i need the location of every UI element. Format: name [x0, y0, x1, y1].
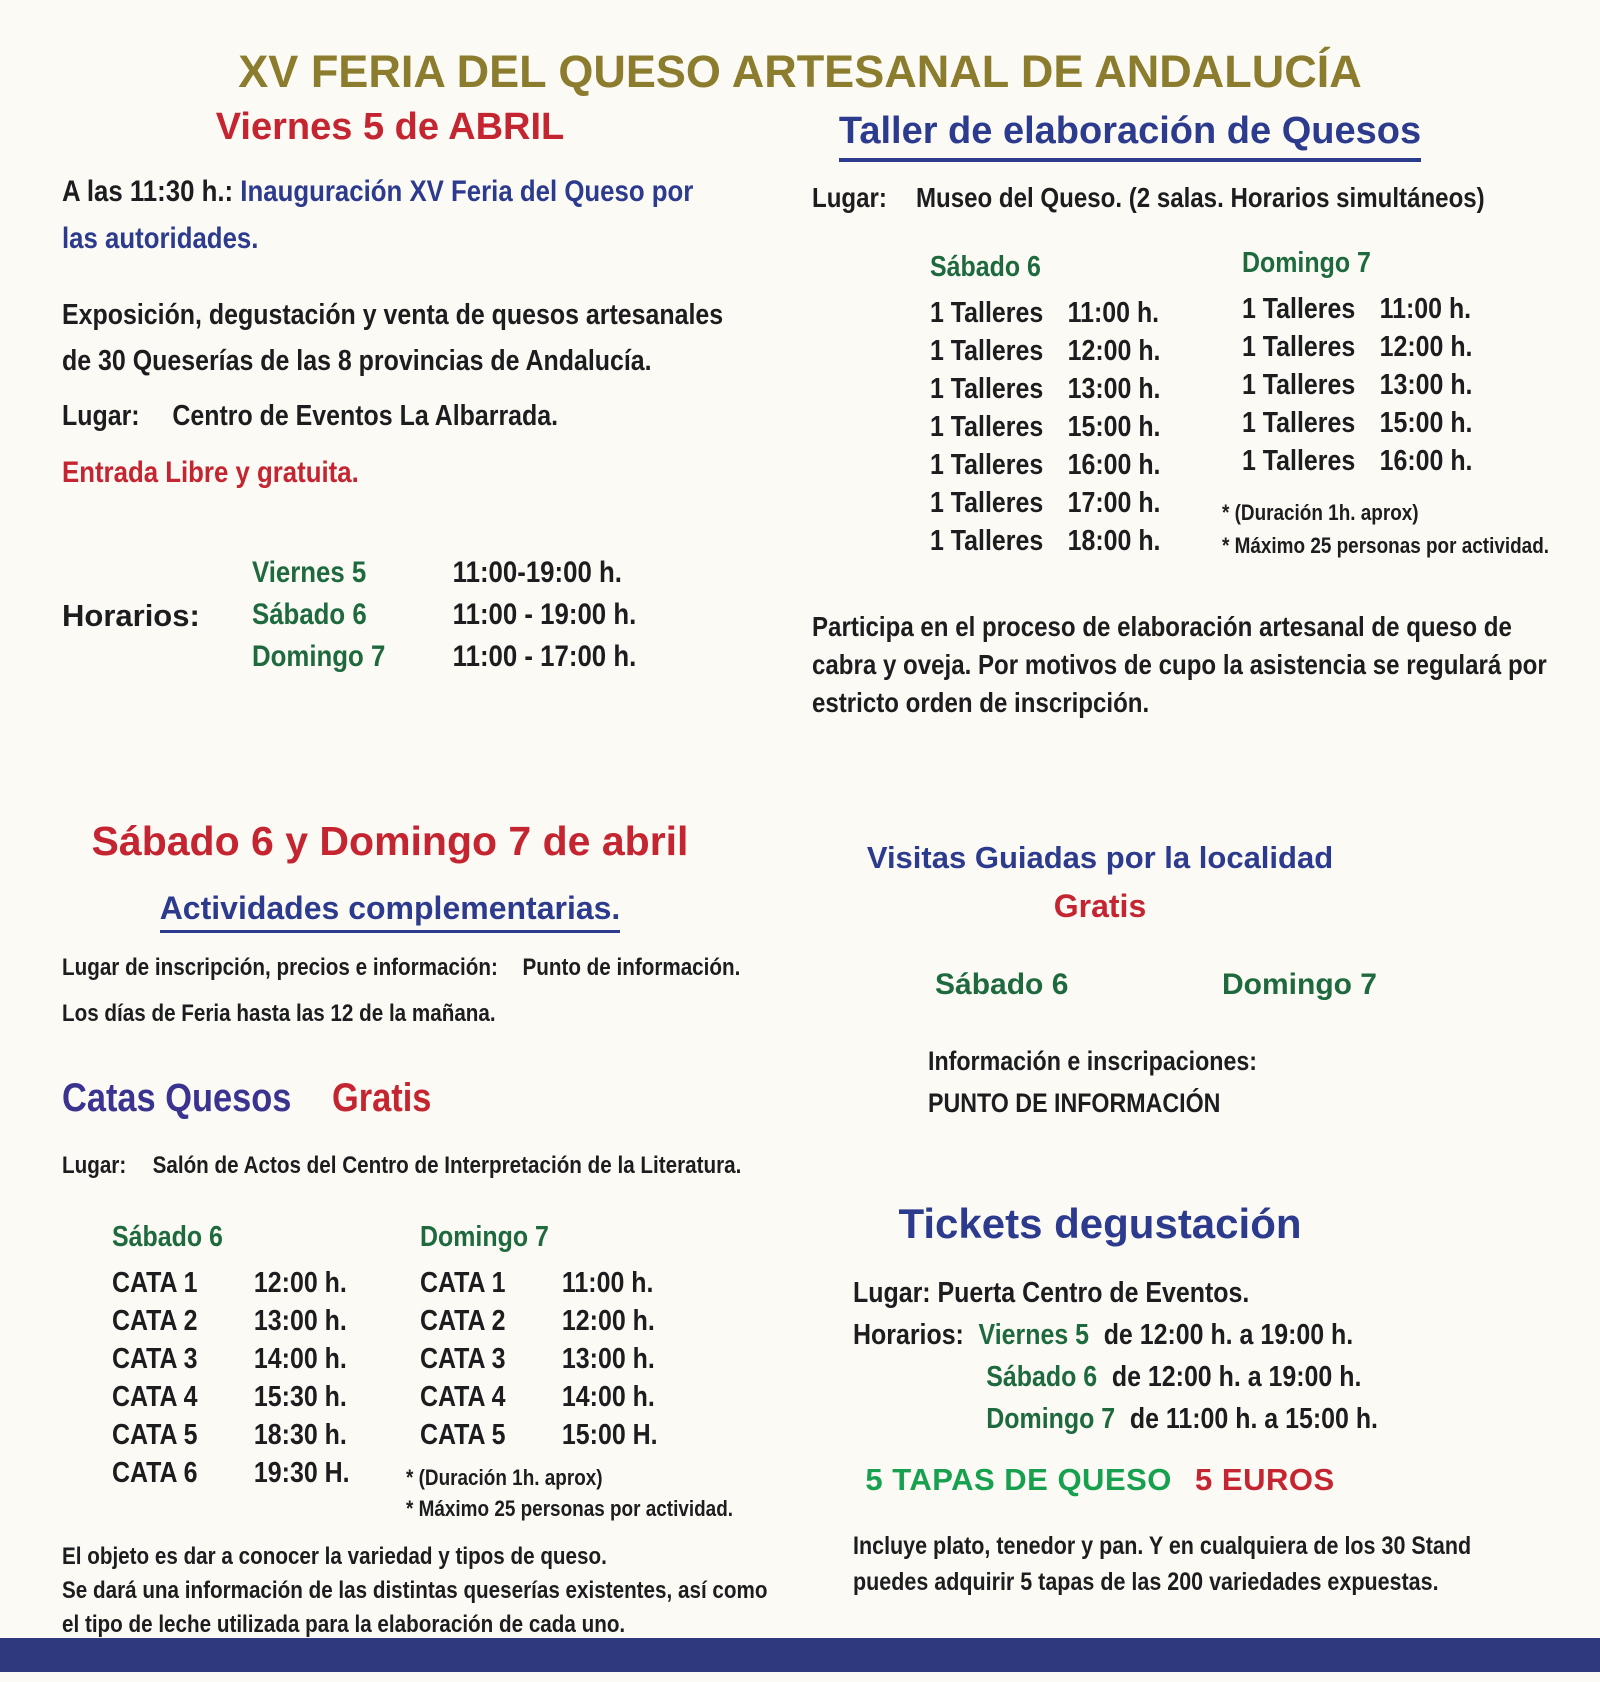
taller-sunday-column: [1222, 246, 1600, 562]
expo-venue-line: [62, 400, 639, 433]
inscription-label: Lugar de inscripción, precios e información:: [62, 954, 498, 981]
tickets-heading: Tickets degustación: [898, 1200, 1302, 1247]
cata-row: CATA 1 12:00 h.: [112, 1267, 347, 1299]
hours-row: [252, 636, 636, 678]
hours-day: Domingo 7: [252, 640, 386, 673]
catas-heading: [62, 1076, 492, 1121]
taller-sunday-header: Domingo 7: [1242, 247, 1371, 279]
hours-day: Viernes 5: [252, 556, 367, 589]
visitas-free-badge: Gratis: [1053, 888, 1147, 924]
hours-time: 11:00 - 19:00 h.: [452, 598, 637, 631]
catas-note-duration: * (Duración 1h. aprox): [406, 1465, 603, 1490]
catas-venue-value: Salón de Actos del Centro de Interpretación de la Literatura.: [152, 1152, 742, 1179]
free-entry-line: Entrada Libre y gratuita.: [62, 456, 359, 489]
closing-paragraph: [62, 1540, 882, 1642]
catas-sunday-header: Domingo 7: [420, 1221, 549, 1253]
tickets-hours-day: Viernes 5: [978, 1319, 1090, 1351]
tickets-hours-time: de 12:00 h. a 19:00 h.: [1111, 1361, 1362, 1393]
inauguration-time: A las 11:30 h.:: [62, 175, 234, 208]
taller-note-max: * Máximo 25 personas por actividad.: [1222, 533, 1550, 558]
participa-line-1: Participa en el proceso de elaboración artesanal de queso de: [812, 611, 1512, 642]
visitas-info-line: Información e inscripaciones:: [928, 1046, 1258, 1076]
cata-row: CATA 5 15:00 H.: [420, 1419, 658, 1451]
hours-row: [252, 552, 636, 594]
taller-row: 1 Talleres 11:00 h.: [930, 297, 1160, 329]
participa-line-3: estricto orden de inscripción.: [812, 687, 1150, 718]
visitas-info-point: PUNTO DE INFORMACIÓN: [928, 1088, 1221, 1118]
taller-saturday-column: [930, 250, 1198, 560]
closing-line-2: Se dará una información de las distintas queserías existentes, así como: [62, 1577, 768, 1604]
cata-row: CATA 2 13:00 h.: [112, 1305, 347, 1337]
hours-day: Sábado 6: [252, 598, 367, 631]
exposition-line-2: de 30 Queserías de las 8 provincias de Andalucía.: [62, 345, 652, 377]
cata-row: CATA 1 11:00 h.: [420, 1267, 654, 1299]
exposition-line-1: Exposición, degustación y venta de quesos artesanales: [62, 299, 724, 331]
cata-row: CATA 3 13:00 h.: [420, 1343, 655, 1375]
catas-title: Catas Quesos: [62, 1076, 292, 1120]
inauguration-text: Inauguración XV Feria del Queso por: [240, 175, 694, 208]
hours-table: [252, 552, 699, 678]
taller-notes: [1222, 496, 1600, 562]
incluye-line-1: Incluye plato, tenedor y pan. Y en cualquiera de los 30 Stand: [853, 1532, 1472, 1560]
tickets-hours-row: [853, 1314, 1378, 1356]
tapas-offer-price: 5 EUROS: [1195, 1462, 1335, 1497]
cata-row: CATA 5 18:30 h.: [112, 1419, 347, 1451]
hours-row: [252, 594, 636, 636]
catas-free-badge: Gratis: [331, 1076, 432, 1120]
expo-venue-label: Lugar:: [62, 400, 140, 432]
taller-row: 1 Talleres 13:00 h.: [1242, 369, 1473, 401]
closing-line-3: el tipo de leche utilizada para la elaboración de cada uno.: [62, 1611, 626, 1638]
taller-row: 1 Talleres 17:00 h.: [930, 487, 1161, 519]
taller-row: 1 Talleres 13:00 h.: [930, 373, 1161, 405]
tapas-offer-line: [810, 1462, 1390, 1498]
inscription-value: Punto de información.: [522, 954, 741, 981]
cata-row: CATA 4 14:00 h.: [420, 1381, 655, 1413]
cata-row: CATA 3 14:00 h.: [112, 1343, 347, 1375]
taller-row: 1 Talleres 16:00 h.: [1242, 445, 1473, 477]
tickets-hours-day: Domingo 7: [986, 1403, 1116, 1435]
catas-saturday-column: [112, 1220, 388, 1492]
hours-label: Horarios:: [62, 598, 200, 633]
catas-venue-line: [62, 1152, 852, 1180]
page-title: XV FERIA DEL QUESO ARTESANAL DE ANDALUCÍA: [238, 46, 1362, 97]
catas-note-max: * Máximo 25 personas por actividad.: [406, 1496, 734, 1521]
closing-line-1: El objeto es dar a conocer la variedad y tipos de queso.: [62, 1543, 607, 1570]
activities-heading: Actividades complementarias.: [30, 890, 750, 933]
incluye-line-2: puedes adquirir 5 tapas de las 200 variedades expuestas.: [853, 1568, 1439, 1596]
taller-row: 1 Talleres 16:00 h.: [930, 449, 1161, 481]
tickets-hours-label: Horarios:: [853, 1319, 964, 1351]
tickets-venue-line: Lugar: Puerta Centro de Eventos.: [853, 1277, 1250, 1309]
cata-row: CATA 2 12:00 h.: [420, 1305, 655, 1337]
cata-row: CATA 4 15:30 h.: [112, 1381, 347, 1413]
inauguration-line-2: las autoridades.: [62, 222, 259, 255]
taller-row: 1 Talleres 18:00 h.: [930, 525, 1161, 557]
catas-venue-label: Lugar:: [62, 1152, 127, 1179]
expo-venue-value: Centro de Eventos La Albarrada.: [172, 400, 559, 432]
tapas-offer-green: 5 TAPAS DE QUESO: [865, 1462, 1172, 1497]
catas-notes: [406, 1462, 786, 1524]
tickets-hours-time: de 12:00 h. a 19:00 h.: [1103, 1319, 1354, 1351]
weekend-heading: Sábado 6 y Domingo 7 de abril: [91, 818, 689, 864]
catas-saturday-header: Sábado 6: [112, 1221, 223, 1253]
friday-heading: Viernes 5 de ABRIL: [215, 106, 565, 148]
taller-row: 1 Talleres 11:00 h.: [1242, 293, 1472, 325]
visitas-heading: Visitas Guiadas por la localidad: [866, 840, 1334, 875]
cata-row: CATA 6 19:30 H.: [112, 1457, 350, 1489]
taller-row: 1 Talleres 15:00 h.: [930, 411, 1161, 443]
taller-row: 1 Talleres 15:00 h.: [1242, 407, 1473, 439]
taller-venue-label: Lugar:: [812, 182, 887, 213]
taller-note-duration: * (Duración 1h. aprox): [1222, 500, 1419, 525]
tickets-hours-day: Sábado 6: [986, 1361, 1098, 1393]
catas-sunday-column: [406, 1220, 786, 1524]
visitas-sunday: Domingo 7: [1222, 968, 1377, 1001]
footer-bar: [0, 1638, 1600, 1672]
feria-days-line: Los días de Feria hasta las 12 de la mañana.: [62, 1000, 496, 1027]
inauguration-paragraph: [62, 168, 796, 262]
inauguration-line-1: [62, 168, 693, 215]
incluye-paragraph: [853, 1528, 1572, 1600]
visitas-saturday: Sábado 6: [935, 968, 1069, 1001]
taller-saturday-header: Sábado 6: [930, 251, 1041, 283]
taller-row: 1 Talleres 12:00 h.: [930, 335, 1161, 367]
hours-time: 11:00-19:00 h.: [452, 556, 622, 589]
hours-time: 11:00 - 17:00 h.: [452, 640, 637, 673]
taller-venue-value: Museo del Queso. (2 salas. Horarios simultáneos): [915, 182, 1485, 213]
participa-line-2: cabra y oveja. Por motivos de cupo la asistencia se regulará por: [812, 649, 1547, 680]
inscription-line: [62, 954, 851, 982]
tickets-hours-row: [853, 1398, 1378, 1440]
tickets-hours-row: [853, 1356, 1378, 1398]
taller-venue-line: [812, 182, 1594, 214]
tickets-details: [853, 1272, 1463, 1440]
tickets-hours-time: de 11:00 h. a 15:00 h.: [1129, 1403, 1378, 1435]
exposition-paragraph: [62, 292, 831, 384]
taller-row: 1 Talleres 12:00 h.: [1242, 331, 1473, 363]
participa-paragraph: [812, 608, 1600, 722]
taller-heading: Taller de elaboración de Quesos: [810, 110, 1450, 162]
